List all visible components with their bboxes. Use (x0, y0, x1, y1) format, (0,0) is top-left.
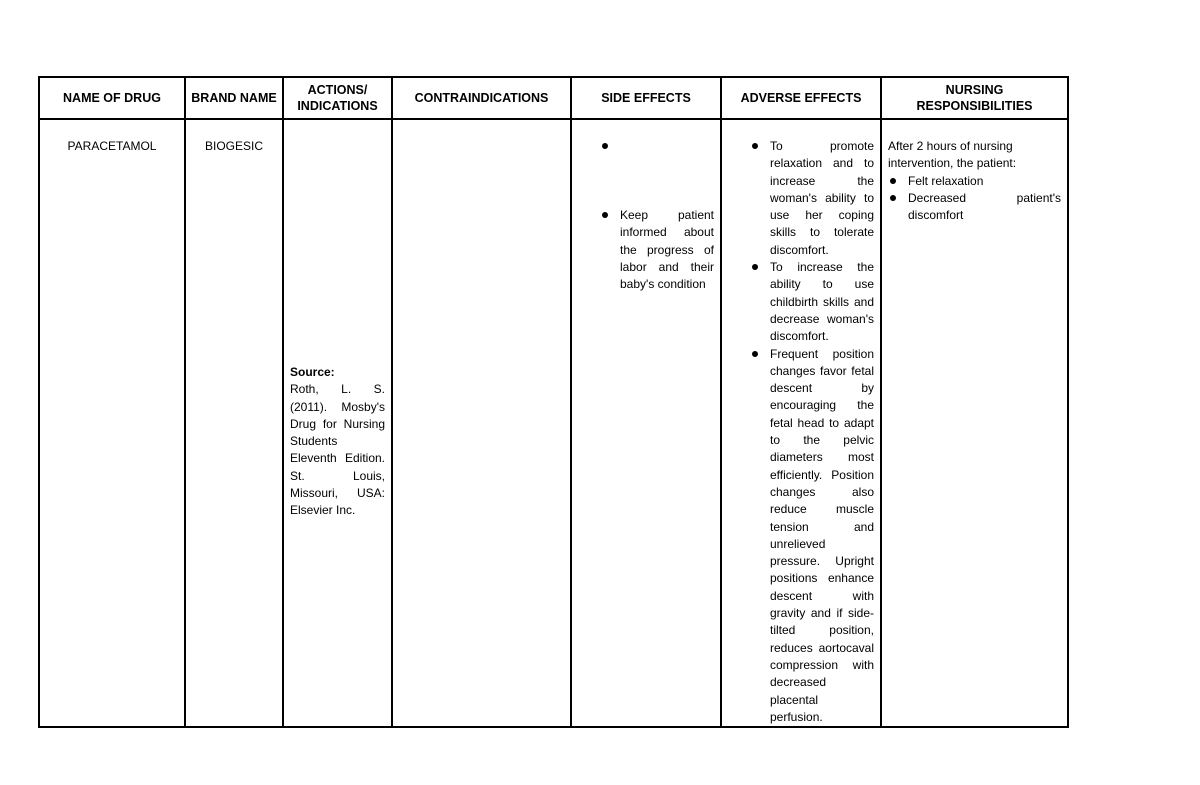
list-item (600, 138, 714, 155)
header-name-of-drug: NAME OF DRUG (39, 77, 185, 119)
source-block (290, 364, 385, 520)
table-row (39, 119, 1068, 727)
list-item: Felt relaxation (888, 173, 1061, 190)
header-row (39, 77, 1068, 119)
cell-nursing-responsibilities (881, 119, 1068, 727)
header-adverse-effects: ADVERSE EFFECTS (721, 77, 881, 119)
list-item: To promote relaxation and to increase the woman's ability to use her coping skills to tolerate discomfort. (750, 138, 874, 259)
drug-name-text: PARACETAMOL (67, 139, 157, 153)
header-side-effects: SIDE EFFECTS (571, 77, 721, 119)
header-nursing-responsibilities: NURSING RESPONSIBILITIES (881, 77, 1068, 119)
nursing-responsibilities-list (888, 173, 1061, 225)
cell-drug-name (39, 119, 185, 727)
drug-study-table (38, 76, 1069, 728)
header-actions-indications: ACTIONS/ INDICATIONS (283, 77, 392, 119)
list-item: Keep patient informed about the progress of labor and their baby's condition (600, 207, 714, 293)
cell-brand-name (185, 119, 283, 727)
brand-name-text: BIOGESIC (204, 139, 263, 153)
nursing-intro: After 2 hours of nursing intervention, the patient: (888, 139, 1017, 171)
cell-actions-indications (283, 119, 392, 727)
cell-contraindications (392, 119, 571, 727)
header-brand-name: BRAND NAME (185, 77, 283, 119)
adverse-effects-list (750, 138, 874, 726)
list-item: To increase the ability to use childbirth skills and decrease woman's discomfort. (750, 259, 874, 345)
cell-adverse-effects (721, 119, 881, 727)
cell-side-effects (571, 119, 721, 727)
contraindications-text (393, 120, 570, 138)
header-contraindications: CONTRAINDICATIONS (392, 77, 571, 119)
list-item: Decreased patient's discomfort (888, 190, 1061, 225)
side-effects-list (600, 138, 714, 293)
list-item: Frequent position changes favor fetal descent by encouraging the fetal head to adapt to the pelvic diameters most efficiently. Position changes also reduce muscle tension and unrelieved pressure. Upright positions enhance descent with gravity and if side-tilted position, reduces aortocaval compression with decreased placental perfusion. (750, 346, 874, 727)
source-citation: Roth, L. S. (2011). Mosby's Drug for Nursing Students Eleventh Edition. St. Louis, Missouri, USA: Elsevier Inc. (290, 382, 385, 518)
source-label: Source: (290, 365, 335, 379)
